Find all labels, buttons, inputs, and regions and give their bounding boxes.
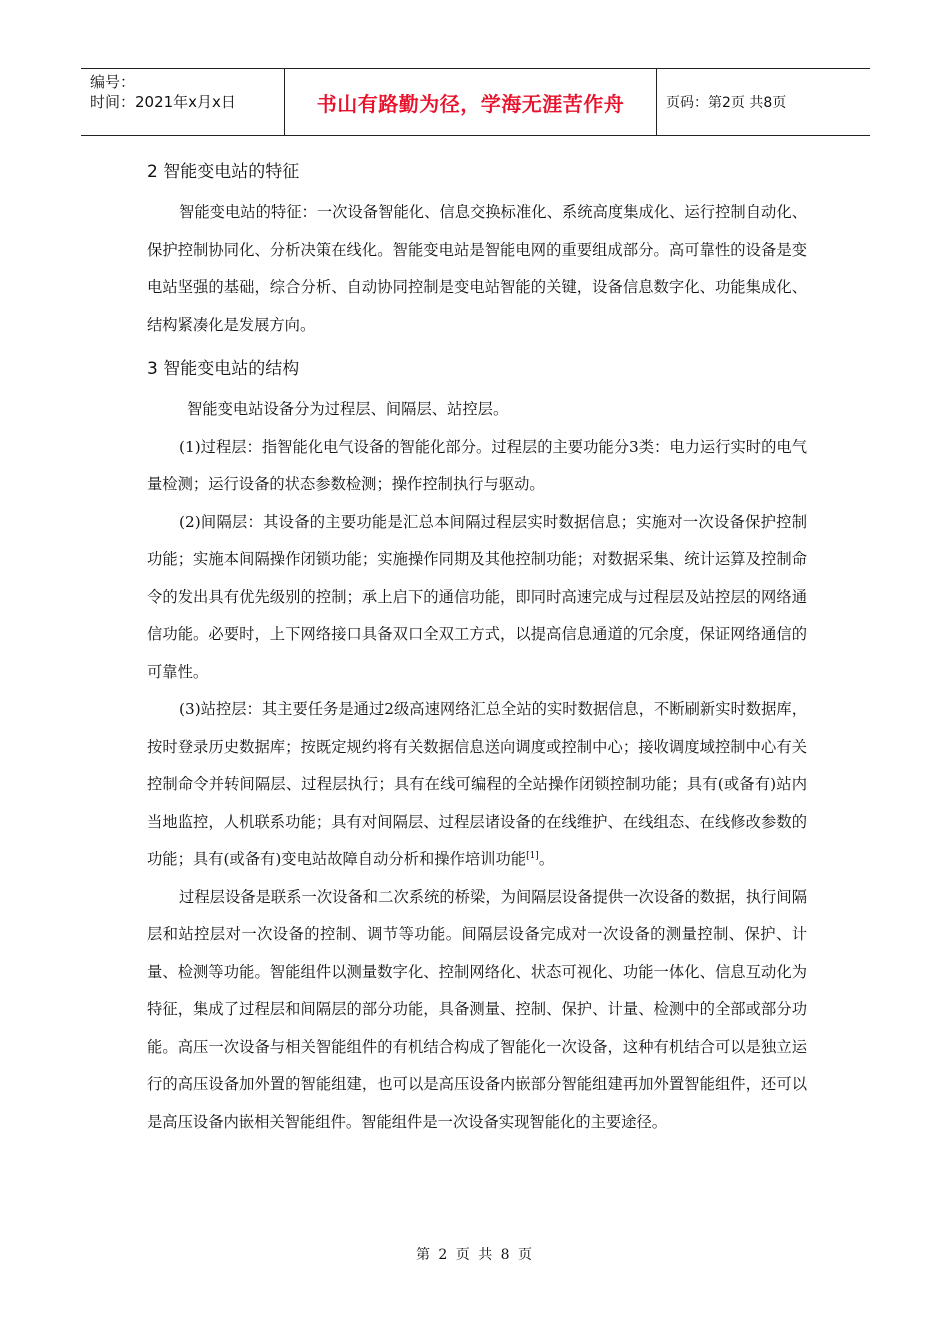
header-meta xyxy=(81,69,285,135)
time-label: 时间：2021年x月x日 xyxy=(90,93,236,111)
paragraph-bay-layer: (2)间隔层：其设备的主要功能是汇总本间隔过程层实时数据信息；实施对一次设备保护控制功能；实施本间隔操作闭锁功能；实施操作同期及其他控制功能；对数据采集、统计运算及控制命令的发出具有优先级别的控制；承上启下的通信功能，即同时高速完成与过程层及站控层的网络通信功能。必要时，上下网络接口具备双口全双工方式，以提高信息通道的冗余度，保证网络通信的可靠性。 xyxy=(147,512,807,681)
paragraph: 智能变电站设备分为过程层、间隔层、站控层。 xyxy=(187,400,509,418)
paragraph-process-layer: (1)过程层：指智能化电气设备的智能化部分。过程层的主要功能分3类：电力运行实时的电气量检测；运行设备的状态参数检测；操作控制执行与驱动。 xyxy=(147,437,807,493)
section-heading-3: 3 智能变电站的结构 xyxy=(147,359,300,379)
page-header xyxy=(81,68,870,136)
paragraph-summary: 过程层设备是联系一次设备和二次系统的桥梁，为间隔层设备提供一次设备的数据，执行间隔层和站控层对一次设备的控制、调节等功能。间隔层设备完成对一次设备的测量控制、保护、计量、检测等功能。智能组件以测量数字化、控制网络化、状态可视化、功能一体化、信息互动化为特征，集成了过程层和间隔层的部分功能，具备测量、控制、保护、计量、检测中的全部或部分功能。高压一次设备与相关智能组件的有机结合构成了智能化一次设备，这种有机结合可以是独立运行的高压设备加外置的智能组建，也可以是高压设备内嵌部分智能组建再加外置智能组件，还可以是高压设备内嵌相关智能组件。智能组件是一次设备实现智能化的主要途径。 xyxy=(147,887,807,1131)
citation-ref[interactable]: [1] xyxy=(526,850,539,861)
header-motto-cell xyxy=(285,69,657,135)
page-footer: 第 2 页 共 8 页 xyxy=(415,1247,535,1263)
page-info-text: 页码：第2页 共8页 xyxy=(666,95,787,111)
number-label: 编号： xyxy=(90,73,136,91)
paragraph: 智能变电站的特征：一次设备智能化、信息交换标准化、系统高度集成化、运行控制自动化、保护控制协同化、分析决策在线化。智能变电站是智能电网的重要组成部分。高可靠性的设备是变电站坚强的基础，综合分析、自动协同控制是变电站智能的关键，设备信息数字化、功能集成化、结构紧凑化是发展方向。 xyxy=(147,203,807,334)
station-layer-text: (3)站控层：其主要任务是通过2级高速网络汇总全站的实时数据信息，不断刷新实时数据库，按时登录历史数据库；按既定规约将有关数据信息送向调度或控制中心；接收调度域控制中心有关控制命令并转间隔层、过程层执行；具有在线可编程的全站操作闭锁控制功能；具有(或备有)站内当地监控，人机联系功能；具有对间隔层、过程层诸设备的在线维护、在线组态、在线修改参数的功能；具有(或备有)变电站故障自动分析和操作培训功能 xyxy=(147,700,807,868)
citation-tail: 。 xyxy=(538,850,555,868)
document-body xyxy=(147,150,807,1141)
header-page-info xyxy=(657,69,870,135)
paragraph-station-layer xyxy=(147,691,807,879)
section-heading-2: 2 智能变电站的特征 xyxy=(147,162,300,182)
motto-text: 书山有路勤为径，学海无涯苦作舟 xyxy=(316,91,625,116)
